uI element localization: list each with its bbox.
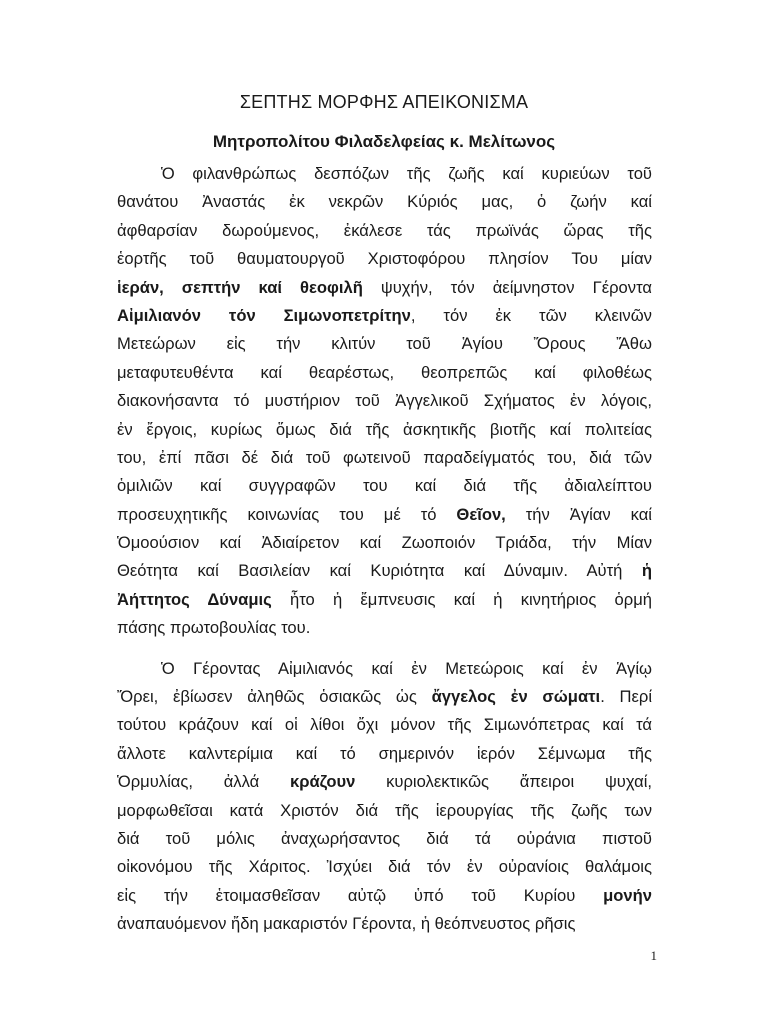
- text-line: [117, 797, 652, 825]
- text-line: [117, 910, 652, 938]
- document-body: [117, 160, 652, 939]
- text-line: [117, 529, 652, 557]
- text-line: [117, 683, 652, 711]
- text-line: [117, 359, 652, 387]
- text-run: ψυχήν, τόν ἀείμνηστον Γέροντα: [362, 277, 652, 297]
- text-line: [117, 740, 652, 768]
- text-run: ἀφθαρσίαν δωρούμενος, ἐκάλεσε τάς πρωϊνάς ὥρας τῆς: [117, 220, 652, 240]
- bold-text-run: Ἀήττητος Δύναμις: [117, 589, 272, 609]
- document-title: ΣΕΠΤΗΣ ΜΟΡΦΗΣ ΑΠΕΙΚΟΝΙΣΜΑ: [239, 92, 529, 112]
- bold-text-run: κράζουν: [289, 772, 356, 792]
- text-line: [117, 472, 652, 500]
- text-run: ἄλλοτε καλντερίμια καί τό σημερινόν ἱερόν Σέμνωμα τῆς: [117, 743, 652, 763]
- text-line: [117, 557, 652, 585]
- text-line: [117, 274, 652, 302]
- text-line: [117, 444, 652, 472]
- text-run: διακονήσαντα τό μυστήριον τοῦ Ἀγγελικοῦ Σχήματος ἐν λόγοις,: [117, 391, 652, 411]
- text-run: Θεότητα καί Βασιλείαν καί Κυριότητα καί Δύναμιν. Αὐτή: [117, 561, 642, 581]
- text-run: Ὁρμυλίας, ἀλλά: [117, 772, 290, 792]
- text-run: . Περί: [600, 687, 653, 707]
- text-run: Ὁ φιλανθρώπως δεσπόζων τῆς ζωῆς καί κυριεύων τοῦ: [161, 164, 652, 183]
- text-line: [117, 330, 652, 358]
- text-run: ἀναπαυόμενον ἤδη μακαριστόν Γέροντα, ἡ θεόπνευστος ρῆσις: [117, 914, 576, 934]
- text-run: Μετεώρων εἰς τήν κλιτύν τοῦ Ἁγίου Ὄρους Ἄθω: [117, 334, 652, 354]
- bold-text-run: Θεῖον,: [456, 504, 506, 524]
- bold-text-run: μονήν: [603, 885, 652, 905]
- text-run: θανάτου Ἀναστάς ἐκ νεκρῶν Κύριός μας, ὁ ζωήν καί: [117, 192, 652, 212]
- text-run: τούτου κράζουν καί οἱ λίθοι ὄχι μόνον τῆς Σιμωνόπετρας καί τά: [117, 715, 652, 735]
- text-run: του, ἐπί πᾶσι δέ διά τοῦ φωτεινοῦ παραδείγματός του, διά τῶν: [117, 447, 652, 467]
- text-line: [117, 655, 652, 683]
- text-run: μεταφυτευθέντα καί θεαρέστως, θεοπρεπῶς καί φιλοθέως: [117, 362, 652, 382]
- paragraph: [117, 160, 652, 643]
- text-run: μορφωθεῖσαι κατά Χριστόν διά τῆς ἱερουργίας τῆς ζωῆς των: [117, 800, 652, 820]
- text-line: [117, 217, 652, 245]
- paragraph: [117, 655, 652, 939]
- text-line: [117, 768, 652, 796]
- text-run: ὁμιλιῶν καί συγγραφῶν του καί διά τῆς ἀδιαλείπτου: [117, 476, 652, 496]
- text-line: [117, 825, 652, 853]
- page-number: 1: [650, 948, 657, 963]
- text-run: εἰς τήν ἑτοιμασθεῖσαν αὐτῷ ὑπό τοῦ Κυρίου: [117, 885, 604, 905]
- text-run: προσευχητικῆς κοινωνίας του μέ τό: [117, 504, 457, 524]
- text-run: , τόν ἐκ τῶν κλεινῶν: [410, 305, 652, 325]
- text-run: κυριολεκτικῶς ἄπειροι ψυχαί,: [355, 772, 652, 792]
- text-run: πάσης πρωτοβουλίας του.: [117, 618, 311, 638]
- bold-text-run: Αἰμιλιανόν τόν Σιμωνοπετρίτην: [117, 305, 411, 325]
- paragraph-gap: [117, 643, 652, 655]
- text-line: [117, 245, 652, 273]
- text-line: [117, 416, 652, 444]
- text-run: ἑορτῆς τοῦ θαυματουργοῦ Χριστοφόρου πλησίον Του μίαν: [117, 249, 652, 269]
- bold-text-run: ἱεράν, σεπτήν καί θεοφιλῆ: [117, 277, 363, 297]
- text-run: οἰκονόμου τῆς Χάριτος. Ἰσχύει διά τόν ἐν οὐρανίοις θαλάμοις: [117, 857, 652, 877]
- text-run: διά τοῦ μόλις ἀναχωρήσαντος διά τά οὐράνια πιστοῦ: [117, 828, 652, 848]
- text-run: Ὁ Γέροντας Αἰμιλιανός καί ἐν Μετεώροις καί ἐν Ἁγίῳ: [161, 658, 652, 678]
- text-run: Ὁμοούσιον καί Ἀδιαίρετον καί Ζωοποιόν Τριάδα, τήν Μίαν: [117, 533, 652, 553]
- bold-text-run: ἄγγελος ἐν σώματι: [431, 687, 601, 707]
- text-run: Ὄρει, ἐβίωσεν ἀληθῶς ὁσιακῶς ὡς: [117, 687, 432, 707]
- text-run: τήν Ἁγίαν καί: [505, 504, 652, 524]
- text-line: [117, 188, 652, 216]
- text-line: [117, 387, 652, 415]
- bold-text-run: ἡ: [641, 561, 652, 581]
- text-run: ἦτο ἡ ἔμπνευσις καί ἡ κινητήριος ὁρμή: [271, 589, 652, 609]
- text-line: [117, 614, 652, 642]
- text-line: [117, 853, 652, 881]
- text-run: ἐν ἔργοις, κυρίως ὅμως διά τῆς ἀσκητικῆς βιοτῆς καί πολιτείας: [117, 419, 652, 439]
- text-line: [117, 302, 652, 330]
- text-line: [117, 711, 652, 739]
- text-line: [117, 882, 652, 910]
- text-line: [117, 160, 652, 188]
- text-line: [117, 501, 652, 529]
- document-subtitle: Μητροπολίτου Φιλαδελφείας κ. Μελίτωνος: [212, 132, 556, 151]
- text-line: [117, 586, 652, 614]
